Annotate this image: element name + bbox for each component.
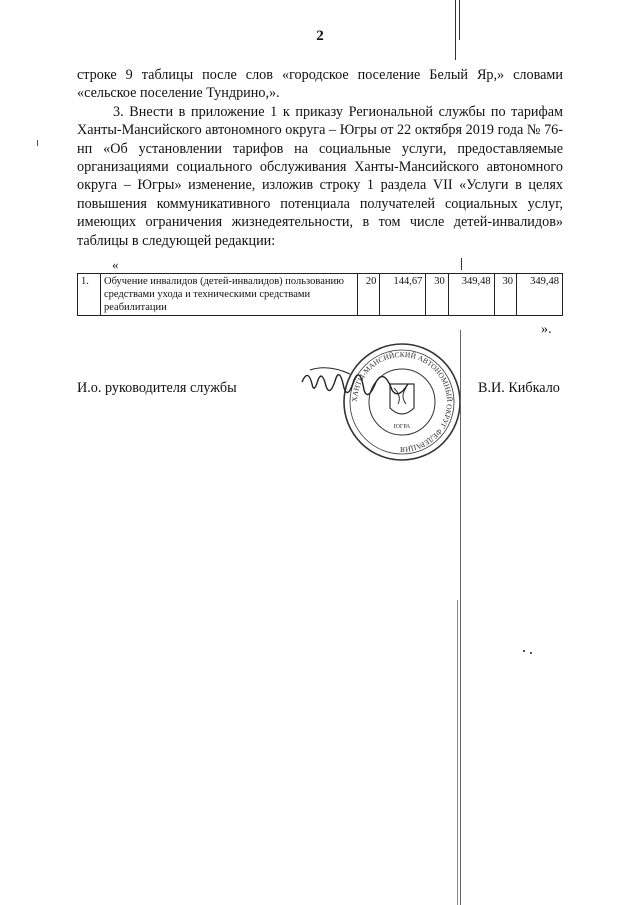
value-cell: 349,48: [517, 274, 563, 316]
signer-name: В.И. Кибкало: [478, 380, 560, 396]
quote-open: «: [112, 257, 119, 272]
scan-artifact-mark: [530, 652, 532, 654]
value-cell: 144,67: [380, 274, 426, 316]
value-cell: 30: [494, 274, 516, 316]
handwritten-signature: [298, 360, 418, 410]
scan-artifact-line: [461, 258, 462, 270]
seal-inner-text: ЮГРА: [393, 424, 411, 430]
paragraph-continuation: строке 9 таблицы после слов «городское поселение Белый Яр,» словами «сельское поселение Тундрино,».: [77, 67, 563, 102]
paragraph-item-3: 3. Внести в приложение 1 к приказу Региональной службы по тарифам Ханты-Мансийского автономного округа – Югры от 22 октября 2019 года № 76-нп «Об установлении тарифов на социальные услуги, предоставляемые организациями социального обслуживания Ханты-Мансийского автономного округа – Югры» изменение, изложив строку 1 раздела VII «Услуги в целях повышения коммуникативного потенциала получателей социальных услуг, имеющих ограничения жизнедеятельности, в том числе детей-инвалидов» таблицы в следующей редакции:: [77, 103, 563, 249]
table-row: [78, 274, 563, 316]
body-text: [77, 66, 563, 250]
value-cell: 20: [358, 274, 380, 316]
scan-artifact-mark: [37, 140, 38, 146]
tariff-table: [77, 273, 563, 316]
service-name: Обучение инвалидов (детей-инвалидов) пользованию средствами ухода и техническими средствами реабилитации: [101, 274, 358, 316]
scan-artifact-line: [460, 330, 461, 905]
seal-ring-text: ХАНТЫ-МАНСИЙСКИЙ АВТОНОМНЫЙ ОКРУГ ФЕДЕРАЦИЯ: [349, 349, 455, 455]
page-number: 2: [316, 28, 324, 44]
value-cell: 349,48: [448, 274, 494, 316]
scan-artifact-line: [455, 0, 456, 60]
signer-title: И.о. руководителя службы: [77, 380, 237, 396]
quote-close: ».: [541, 322, 552, 337]
value-cell: 30: [426, 274, 448, 316]
scan-artifact-mark: [523, 650, 525, 652]
row-number: 1.: [78, 274, 101, 316]
scan-artifact-line: [457, 600, 458, 905]
scan-artifact-line: [459, 0, 460, 40]
